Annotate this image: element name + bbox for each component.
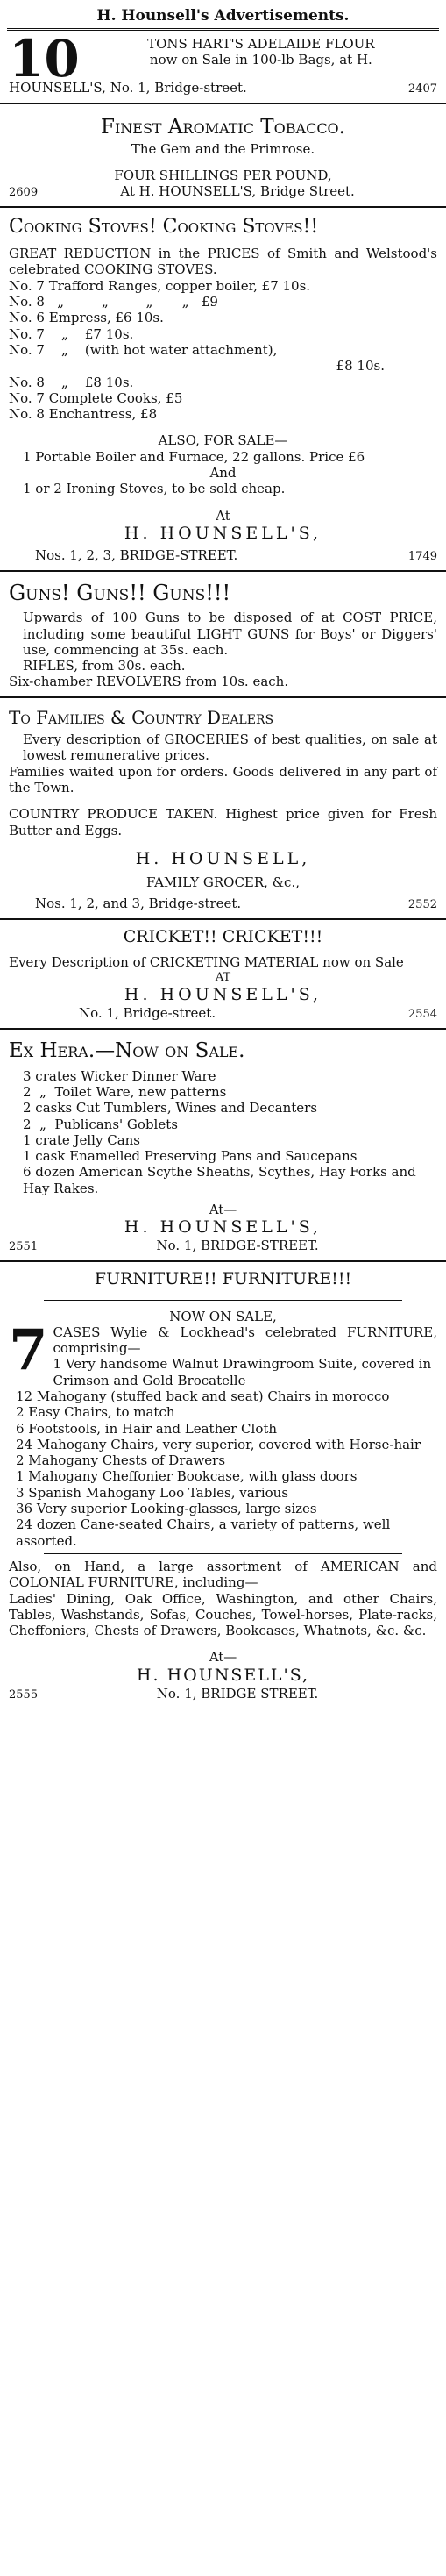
furniture-item: 6 Footstools, in Hair and Leather Cloth bbox=[16, 1420, 278, 1437]
stoves-title: Cooking Stoves! Cooking Stoves!! bbox=[9, 216, 319, 239]
country-produce: COUNTRY PRODUCE TAKEN. Highest price given for Fresh Butter and Eggs. bbox=[9, 806, 437, 838]
advert-ref-number: 2554 bbox=[407, 1007, 437, 1021]
guns-title: Guns! Guns!! Guns!!! bbox=[9, 580, 231, 605]
furniture-address-row bbox=[9, 1686, 437, 1702]
families-body-1: Every description of GROCERIES of best qualities, on sale at lowest remunerative prices. bbox=[23, 731, 437, 764]
at-label: At— bbox=[209, 1202, 237, 1217]
stove-item: £8 10s. bbox=[336, 358, 385, 375]
crockery-item: 2 „ Publicans' Goblets bbox=[23, 1116, 178, 1132]
crockery-item: 2 casks Cut Tumblers, Wines and Decanters bbox=[23, 1100, 318, 1117]
stove-item: No. 7 Complete Cooks, £5 bbox=[9, 389, 183, 406]
also-item-ironing-stoves: 1 or 2 Ironing Stoves, to be sold cheap. bbox=[23, 481, 286, 497]
flour-line-3-row bbox=[9, 80, 437, 96]
ex-hera-address: No. 1, BRIDGE-STREET. bbox=[156, 1238, 319, 1254]
cooking-stoves-advert bbox=[0, 208, 446, 572]
divider bbox=[44, 1553, 402, 1554]
furniture-item: 24 dozen Cane-seated Chairs, a variety of patterns, well assorted. bbox=[16, 1516, 391, 1549]
furniture-list: Ladies' Dining, Oak Office, Washington, and other Chairs, Tables, Washstands, Sofas, Couches, Towel-horses, Plate-racks, Cheffoniers, Chests of Drawers, Bookcases, Whatnots, &c. &c. bbox=[9, 1590, 437, 1639]
drop-numeral: 7 bbox=[9, 1317, 48, 1383]
cricket-body: Every Description of CRICKETING MATERIAL now on Sale bbox=[9, 954, 404, 971]
stove-item: No. 7 „ (with hot water attachment), bbox=[9, 341, 278, 358]
flour-advert bbox=[0, 28, 446, 104]
merchant-name: H. HOUNSELL'S, bbox=[124, 523, 322, 543]
also-item-boiler: 1 Portable Boiler and Furnace, 22 gallons. Price £6 bbox=[23, 448, 365, 465]
stove-item: No. 8 „ £8 10s. bbox=[9, 374, 134, 390]
merchant-name: H. HOUNSELL'S, bbox=[124, 984, 322, 1004]
furniture-item: 24 Mahogany Chairs, very superior, covered with Horse-hair bbox=[16, 1436, 421, 1452]
furniture-item: 12 Mahogany (stuffed back and seat) Chairs in morocco bbox=[16, 1388, 390, 1404]
families-body-2: Families waited upon for orders. Goods delivered in any part of the Town. bbox=[9, 763, 437, 796]
guns-advert bbox=[0, 572, 446, 698]
families-address-row bbox=[9, 896, 437, 912]
guns-revolvers: Six-chamber REVOLVERS from 10s. each. bbox=[9, 674, 289, 690]
stove-item: No. 8 Enchantress, £8 bbox=[9, 406, 158, 423]
stove-item: No. 8 „ „ „ „ £9 bbox=[9, 294, 218, 310]
furniture-advert bbox=[0, 1262, 446, 1708]
furniture-items bbox=[9, 1356, 437, 1549]
family-grocer: FAMILY GROCER, &c., bbox=[145, 874, 300, 891]
crockery-item: 6 dozen American Scythe Sheaths, Scythes, Hay Forks and Hay Rakes. bbox=[23, 1164, 416, 1196]
furniture-item: 36 Very superior Looking-glasses, large sizes bbox=[16, 1501, 317, 1517]
drop-numeral: 10 bbox=[9, 28, 80, 89]
at-label: At— bbox=[209, 1649, 237, 1666]
ex-hera-title: Ex Hera.—Now on Sale. bbox=[9, 1038, 245, 1062]
and-label: And bbox=[209, 465, 237, 482]
now-on-sale: NOW ON SALE, bbox=[169, 1308, 277, 1324]
furniture-item: 3 Spanish Mahogany Loo Tables, various bbox=[16, 1484, 289, 1501]
flour-line-3: HOUNSELL'S, No. 1, Bridge-street. bbox=[9, 79, 247, 96]
families-title: To Families & Country Dealers bbox=[9, 706, 274, 728]
advert-ref-number: 2551 bbox=[9, 1240, 39, 1254]
advert-ref-number: 2555 bbox=[9, 1688, 39, 1702]
column-heading: H. Hounsell's Advertisements. bbox=[7, 0, 439, 31]
advert-ref-number: 2407 bbox=[407, 82, 437, 96]
furniture-item: 1 Mahogany Cheffonier Bookcase, with glass doors bbox=[16, 1468, 358, 1485]
furniture-title: FURNITURE!! FURNITURE!!! bbox=[94, 1269, 352, 1289]
stove-item: No. 7 „ £7 10s. bbox=[9, 325, 134, 342]
merchant-name: H. HOUNSELL, bbox=[135, 848, 311, 868]
cricket-advert bbox=[0, 920, 446, 1029]
advert-ref-number: 2552 bbox=[407, 898, 437, 912]
furniture-item: 1 Very handsome Walnut Drawingroom Suite, covered in Crimson and Gold Brocatelle bbox=[53, 1356, 432, 1388]
tobacco-subtitle: The Gem and the Primrose. bbox=[131, 140, 315, 157]
cricket-title: CRICKET!! CRICKET!!! bbox=[123, 927, 323, 947]
furniture-address: No. 1, BRIDGE STREET. bbox=[156, 1685, 319, 1702]
divider bbox=[44, 1300, 402, 1301]
at-label: At bbox=[216, 507, 230, 524]
stoves-price-list bbox=[9, 278, 437, 423]
tobacco-advert bbox=[0, 104, 446, 209]
guns-body: Upwards of 100 Guns to be disposed of at COST PRICE, including some beautiful LIGHT GUNS for Boys' or Diggers' use, commencing at 35s. each. bbox=[23, 610, 437, 658]
advert-ref-number: 1749 bbox=[407, 550, 437, 564]
stove-item: No. 6 Empress, £6 10s. bbox=[9, 310, 164, 326]
crockery-item: 1 cask Enamelled Preserving Pans and Saucepans bbox=[23, 1148, 358, 1165]
tobacco-price: FOUR SHILLINGS PER POUND, bbox=[114, 167, 332, 183]
furniture-item: 2 Easy Chairs, to match bbox=[16, 1404, 175, 1421]
flour-line-1: TONS HART'S ADELAIDE FLOUR bbox=[147, 35, 375, 52]
stoves-address: Nos. 1, 2, 3, BRIDGE-STREET. bbox=[35, 547, 238, 564]
cricket-address: No. 1, Bridge-street. bbox=[79, 1004, 216, 1021]
tobacco-address: At H. HOUNSELL'S, Bridge Street. bbox=[120, 183, 355, 200]
ex-hera-items bbox=[9, 1068, 437, 1196]
families-advert bbox=[0, 698, 446, 921]
stoves-address-row bbox=[9, 544, 437, 564]
merchant-name: H. HOUNSELL'S, bbox=[136, 1665, 310, 1685]
tobacco-title: Finest Aromatic Tobacco. bbox=[101, 115, 345, 139]
crockery-item: 3 crates Wicker Dinner Ware bbox=[23, 1067, 216, 1084]
advert-ref-number: 2609 bbox=[9, 186, 39, 200]
furniture-also: Also, on Hand, a large assortment of AMERICAN and COLONIAL FURNITURE, including— bbox=[9, 1558, 437, 1591]
ex-hera-advert bbox=[0, 1030, 446, 1263]
at-label: AT bbox=[215, 970, 231, 984]
furniture-item: 2 Mahogany Chests of Drawers bbox=[16, 1452, 226, 1469]
stove-item: No. 7 Trafford Ranges, copper boiler, £7 10s. bbox=[9, 277, 311, 294]
flour-line-2: now on Sale in 100-lb Bags, at H. bbox=[149, 52, 372, 68]
crockery-item: 2 „ Toilet Ware, new patterns bbox=[23, 1083, 227, 1100]
tobacco-address-row bbox=[9, 183, 437, 200]
guns-rifles: RIFLES, from 30s. each. bbox=[23, 658, 186, 674]
crockery-item: 1 crate Jelly Cans bbox=[23, 1131, 141, 1148]
merchant-name: H. HOUNSELL'S, bbox=[124, 1217, 322, 1238]
families-address: Nos. 1, 2, and 3, Bridge-street. bbox=[35, 896, 242, 912]
ex-hera-address-row bbox=[9, 1238, 437, 1254]
stoves-intro: GREAT REDUCTION in the PRICES of Smith and Welstood's celebrated COOKING STOVES. bbox=[9, 246, 437, 278]
cricket-address-row bbox=[9, 1005, 437, 1022]
furniture-intro: CASES Wylie & Lockhead's celebrated FURNITURE, comprising— bbox=[53, 1324, 437, 1357]
also-heading: ALSO, FOR SALE— bbox=[158, 432, 288, 449]
